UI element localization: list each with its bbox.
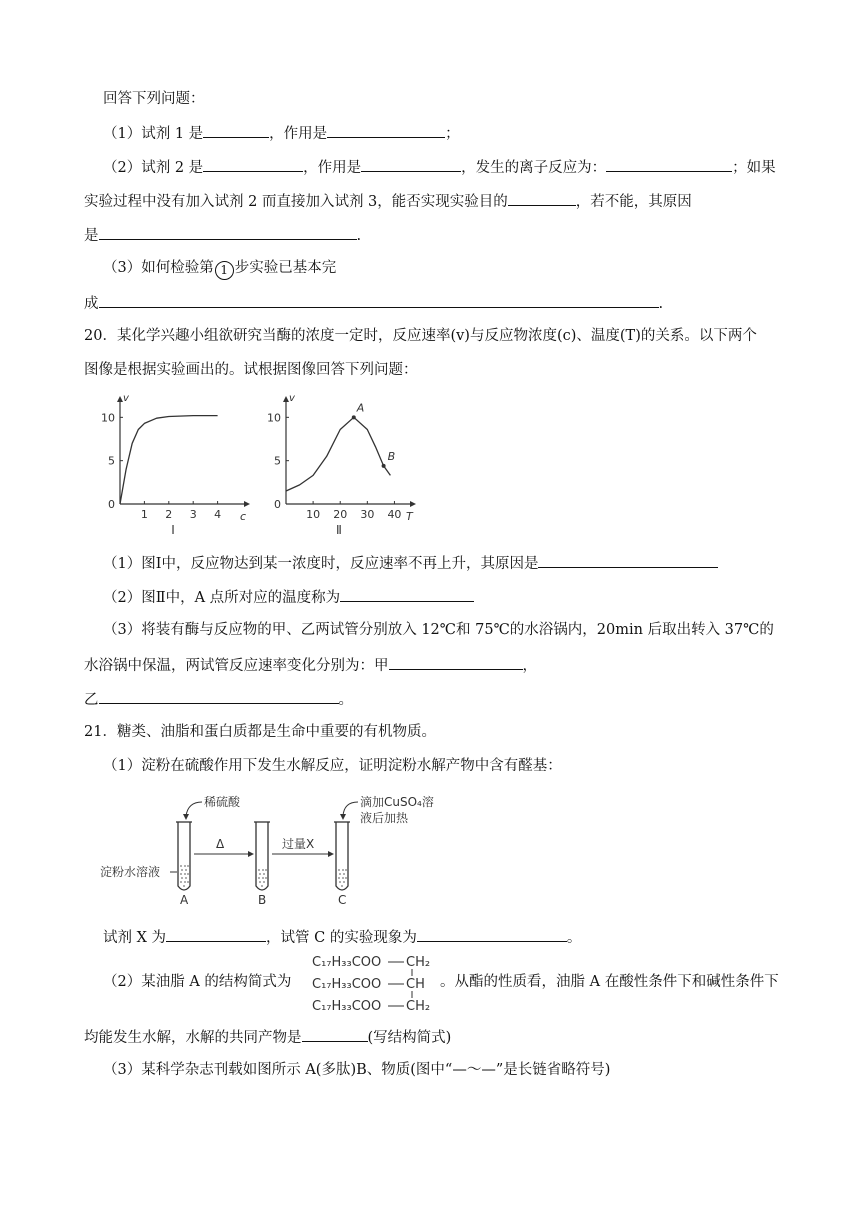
x-tick-label: 40: [387, 508, 402, 521]
y-tick-label: 0: [274, 498, 281, 511]
excess-x-label: 过量X: [282, 837, 315, 851]
q20-3-line2: 水浴锅中保温，两试管反应速率变化分别为：甲 ，: [84, 654, 537, 676]
answer-blank[interactable]: [99, 224, 357, 240]
q20-3-line3: 乙 。: [84, 688, 353, 710]
y-tick-label: 10: [267, 411, 281, 425]
cuso4-label-group: [340, 794, 434, 825]
point-a: [352, 415, 356, 419]
heat-label: Δ: [216, 837, 225, 851]
point-b-label: B: [387, 449, 396, 463]
q21-1-answer: 试剂 X 为 ，试管 C 的实验现象为 。: [103, 926, 581, 948]
test-tube-a: [176, 822, 192, 907]
struct-row-2: C₁₇H₃₃COO: [312, 977, 382, 992]
x-axis-label: T: [406, 510, 413, 523]
answer-blank[interactable]: [203, 122, 269, 138]
x-tick-label: 2: [165, 508, 173, 521]
y-tick-label: 5: [274, 454, 281, 468]
y-axis-label: v: [289, 393, 295, 404]
chart-title: Ⅰ: [171, 523, 175, 537]
x-tick-label: 1: [140, 508, 148, 521]
q20-1: （1）图Ⅰ中，反应物达到某一浓度时，反应速率不再上升，其原因是: [103, 552, 718, 574]
cuso4-label-line2: 液后加热: [360, 811, 409, 825]
q19-2: （2）试剂 2 是 ，作用是 ，发生的离子反应为： ；如果: [103, 156, 776, 178]
answer-blank[interactable]: [99, 292, 659, 308]
chart-graph-2: [262, 392, 422, 540]
answer-blank[interactable]: [340, 586, 474, 602]
y-tick-label: 5: [108, 454, 115, 468]
answer-blank[interactable]: [389, 654, 523, 670]
x-tick-label: 4: [214, 508, 222, 521]
tube-a-label: A: [180, 893, 189, 907]
q20-2: （2）图Ⅱ中，A 点所对应的温度称为: [103, 586, 474, 608]
q19-2-line2: 实验过程中没有加入试剂 2 而直接加入试剂 3，能否实现实验目的 ，若不能，其原因: [84, 190, 692, 212]
x-tick-label: 20: [333, 508, 348, 521]
chart-graph-1: [96, 392, 256, 540]
x-tick-label: 3: [189, 508, 197, 521]
answer-blank[interactable]: [417, 926, 567, 942]
point-a-label: A: [356, 401, 365, 415]
tube-b-label: B: [258, 893, 267, 907]
chart-title: Ⅱ: [336, 523, 342, 537]
q19-1: （1）试剂 1 是 ，作用是 ；: [103, 122, 460, 144]
x-axis-arrow: [410, 501, 416, 507]
test-tube-c: [334, 822, 350, 907]
acid-label: 稀硫酸: [204, 795, 241, 809]
x-tick-label: 30: [360, 508, 375, 521]
x-tick-label: 10: [306, 508, 321, 521]
q20-3: （3）将装有酶与反应物的甲、乙两试管分别放入 12℃和 75℃的水浴锅内，20min 后取出转入 37℃的: [103, 622, 774, 638]
acid-label-group: [183, 794, 241, 820]
fat-structure-formula: [308, 950, 436, 1018]
answer-blank[interactable]: [99, 688, 339, 704]
circled-number: 1: [215, 261, 234, 280]
point-b: [382, 464, 386, 468]
series-line: [120, 416, 218, 504]
y-axis-label: v: [123, 393, 129, 404]
struct-row-1: C₁₇H₃₃COO: [312, 955, 382, 970]
intro-text: 回答下列问题：: [103, 91, 205, 107]
struct-ch: CH: [406, 977, 425, 992]
q19-3-line2: 成 .: [84, 292, 663, 314]
arrow-a-to-b: [194, 837, 254, 857]
answer-blank[interactable]: [327, 122, 445, 138]
x-axis-label: c: [240, 510, 247, 523]
starch-solution-label: 淀粉水溶液: [100, 865, 161, 879]
test-tube-b: [254, 822, 270, 907]
struct-row-3: C₁₇H₃₃COO: [312, 999, 382, 1014]
q21-1: （1）淀粉在硫酸作用下发生水解反应，证明淀粉水解产物中含有醛基：: [103, 758, 562, 774]
answer-blank[interactable]: [538, 552, 718, 568]
q19-3: （3）如何检验第 1 步实验已基本完: [103, 258, 336, 280]
q21-2-line2: 均能发生水解，水解的共同产物是 (写结构简式): [84, 1026, 451, 1048]
y-tick-label: 10: [101, 411, 115, 425]
answer-blank[interactable]: [508, 190, 576, 206]
answer-blank[interactable]: [361, 156, 461, 172]
tube-c-label: C: [338, 893, 347, 907]
q21-3: （3）某科学杂志刊载如图所示 A(多肽)B、物质(图中“—～—”是长链省略符号): [103, 1062, 611, 1078]
answer-blank[interactable]: [203, 156, 303, 172]
y-tick-label: 0: [108, 498, 115, 511]
q21-2-cont: 。从酯的性质看，油脂 A 在酸性条件下和碱性条件下: [440, 974, 779, 990]
arrow-b-to-c: [272, 836, 334, 857]
x-axis-arrow: [244, 501, 250, 507]
answer-blank[interactable]: [302, 1026, 368, 1042]
series-line: [286, 417, 390, 491]
q21-2: （2）某油脂 A 的结构简式为: [103, 974, 292, 990]
struct-ch2-bottom: CH₂: [406, 999, 431, 1014]
q20-stem-line1: 20．某化学兴趣小组欲研究当酶的浓度一定时，反应速率(v)与反应物浓度(c)、温度(T)的关系。以下两个: [84, 328, 757, 344]
test-tube-diagram: [98, 790, 458, 912]
cuso4-label-line1: 滴加CuSO₄溶: [360, 795, 434, 809]
struct-ch2-top: CH₂: [406, 955, 431, 970]
q19-2-line3: 是 .: [84, 224, 361, 246]
q21-stem: 21．糖类、油脂和蛋白质都是生命中重要的有机物质。: [84, 724, 436, 740]
answer-blank[interactable]: [166, 926, 266, 942]
q20-stem-line2: 图像是根据实验画出的。试根据图像回答下列问题：: [84, 362, 418, 378]
answer-blank[interactable]: [606, 156, 732, 172]
